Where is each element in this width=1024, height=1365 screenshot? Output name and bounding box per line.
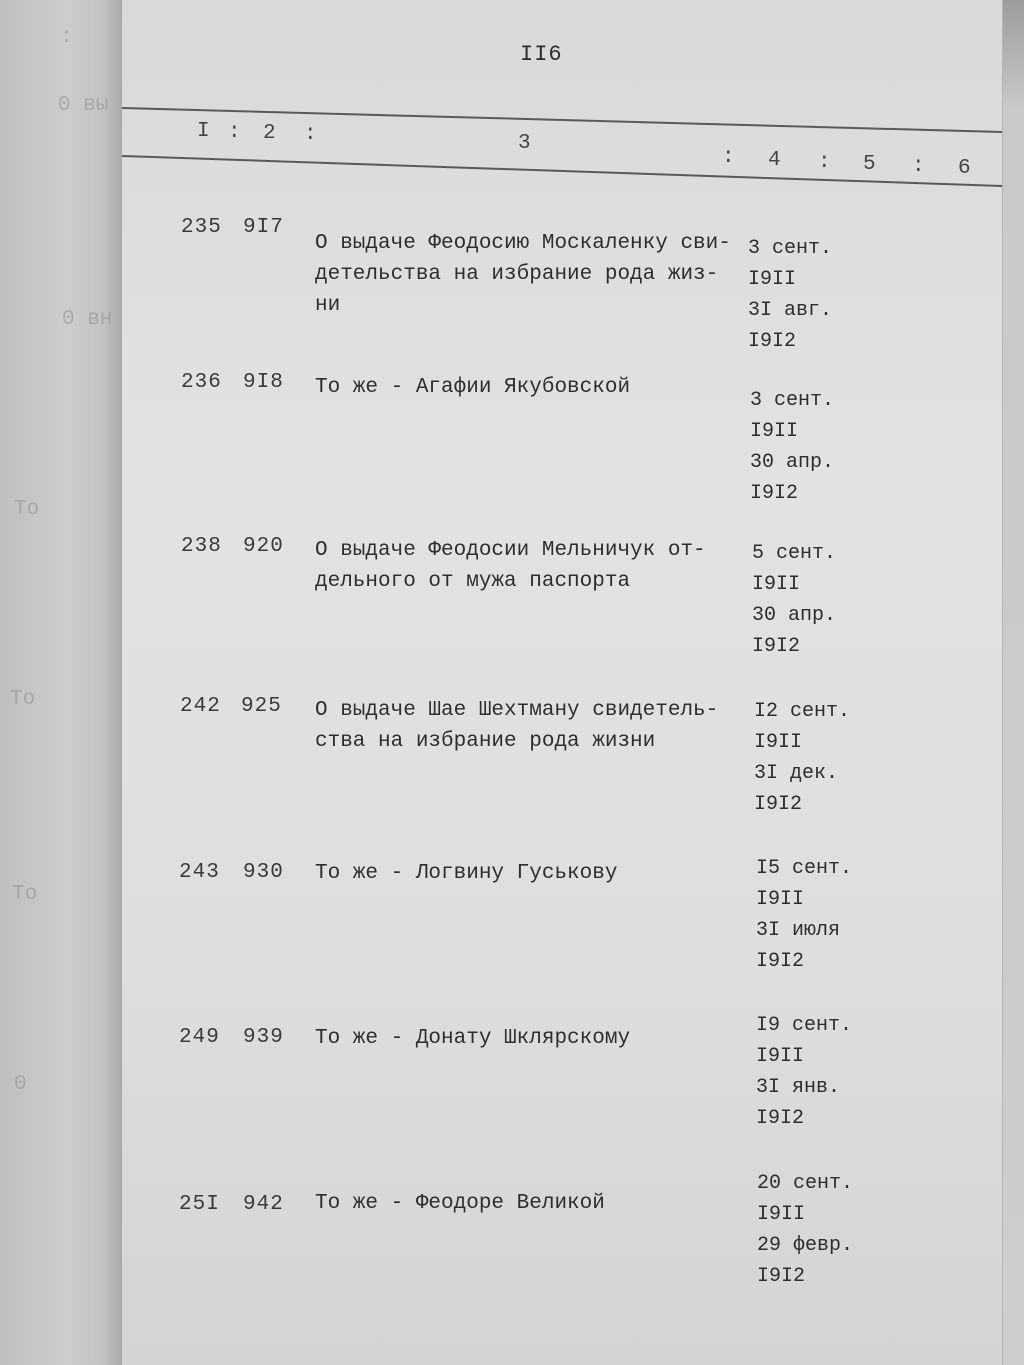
- date-end: 3I дек.: [754, 762, 839, 785]
- year-start: I9II: [752, 573, 801, 596]
- entry-number: 238: [181, 535, 222, 558]
- description-line: То же - Агафии Якубовской: [315, 376, 631, 399]
- description-line: То же - Логвину Гуськову: [315, 862, 618, 885]
- column-header-3: 3: [518, 132, 531, 155]
- entry-dates: [756, 853, 852, 977]
- date-start: 3 сент.: [750, 389, 835, 412]
- case-number: 939: [243, 1026, 284, 1049]
- description-line: О выдаче Шае Шехтману свидетель-: [315, 699, 719, 722]
- entry-number: 236: [181, 371, 222, 394]
- column-separator: :: [722, 146, 735, 169]
- description-line: О выдаче Феодосии Мельничук от-: [315, 539, 706, 562]
- description-line: ни: [315, 294, 341, 317]
- entry-number: 242: [180, 695, 221, 718]
- year-end: I9I2: [756, 1107, 805, 1130]
- description-line: То же - Феодоре Великой: [315, 1192, 605, 1215]
- date-end: 3I авг.: [748, 299, 833, 322]
- description-line: ства на избрание рода жизни: [315, 730, 656, 753]
- column-header-5: 5: [863, 153, 876, 176]
- date-start: I5 сент.: [756, 857, 853, 880]
- entry-number: 235: [181, 216, 222, 239]
- year-end: I9I2: [748, 330, 797, 353]
- entry-description: [315, 1023, 630, 1054]
- description-line: дельного от мужа паспорта: [315, 570, 631, 593]
- entry-dates: [756, 1010, 852, 1134]
- year-start: I9II: [757, 1203, 806, 1226]
- facing-page-fragment: 0 вн: [62, 308, 113, 331]
- facing-page-fragment: То: [10, 688, 36, 711]
- column-header-4: 4: [768, 149, 781, 172]
- description-line: То же - Донату Шклярскому: [315, 1027, 631, 1050]
- column-header-2: 2: [263, 122, 276, 145]
- entry-number: 243: [179, 861, 220, 884]
- case-number: 925: [241, 695, 282, 718]
- entry-description: [315, 858, 617, 889]
- entry-description: [315, 535, 706, 597]
- entry-dates: [748, 233, 832, 357]
- case-number: 920: [243, 535, 284, 558]
- year-end: I9I2: [757, 1265, 806, 1288]
- date-end: 29 февр.: [757, 1234, 854, 1257]
- facing-page-fragment: 0 вы: [58, 94, 109, 117]
- date-end: 30 апр.: [750, 451, 835, 474]
- year-start: I9II: [748, 268, 797, 291]
- case-number: 9I7: [243, 216, 284, 239]
- entry-number: 249: [179, 1026, 220, 1049]
- entry-description: [315, 1188, 605, 1219]
- case-number: 9I8: [243, 371, 284, 394]
- date-start: 3 сент.: [748, 237, 833, 260]
- column-separator: :: [818, 151, 831, 174]
- year-start: I9II: [754, 731, 803, 754]
- year-end: I9I2: [754, 793, 803, 816]
- facing-page-fragment: :: [60, 26, 73, 49]
- year-start: I9II: [756, 888, 805, 911]
- facing-page-fragment: То: [14, 498, 40, 521]
- date-start: I9 сент.: [756, 1014, 853, 1037]
- year-start: I9II: [756, 1045, 805, 1068]
- entry-dates: [757, 1168, 853, 1292]
- year-end: I9I2: [756, 950, 805, 973]
- column-header-6: 6: [958, 157, 971, 180]
- date-end: 3I янв.: [756, 1076, 841, 1099]
- case-number: 930: [243, 861, 284, 884]
- year-end: I9I2: [750, 482, 799, 505]
- column-header-1: I: [197, 120, 210, 143]
- column-separator: :: [228, 121, 241, 144]
- entry-dates: [750, 385, 834, 509]
- entry-number: 25I: [179, 1193, 220, 1216]
- year-end: I9I2: [752, 635, 801, 658]
- entry-dates: [754, 696, 850, 820]
- facing-page-fragment: 0: [14, 1073, 27, 1096]
- entry-description: [315, 228, 731, 321]
- date-end: 30 апр.: [752, 604, 837, 627]
- column-separator: :: [304, 123, 317, 146]
- date-end: 3I июля: [756, 919, 841, 942]
- entry-description: [315, 372, 630, 403]
- case-number: 942: [243, 1193, 284, 1216]
- page-number: II6: [520, 42, 563, 67]
- year-start: I9II: [750, 420, 799, 443]
- description-line: О выдаче Феодосию Москаленку сви-: [315, 232, 731, 255]
- date-start: 20 сент.: [757, 1172, 854, 1195]
- entry-description: [315, 695, 718, 757]
- description-line: детельства на избрание рода жиз-: [315, 263, 719, 286]
- entry-dates: [752, 538, 836, 662]
- facing-page-fragment: То: [12, 883, 38, 906]
- column-separator: :: [912, 155, 925, 178]
- header-top-rule: [122, 108, 1002, 132]
- date-start: 5 сент.: [752, 542, 837, 565]
- date-start: I2 сент.: [754, 700, 851, 723]
